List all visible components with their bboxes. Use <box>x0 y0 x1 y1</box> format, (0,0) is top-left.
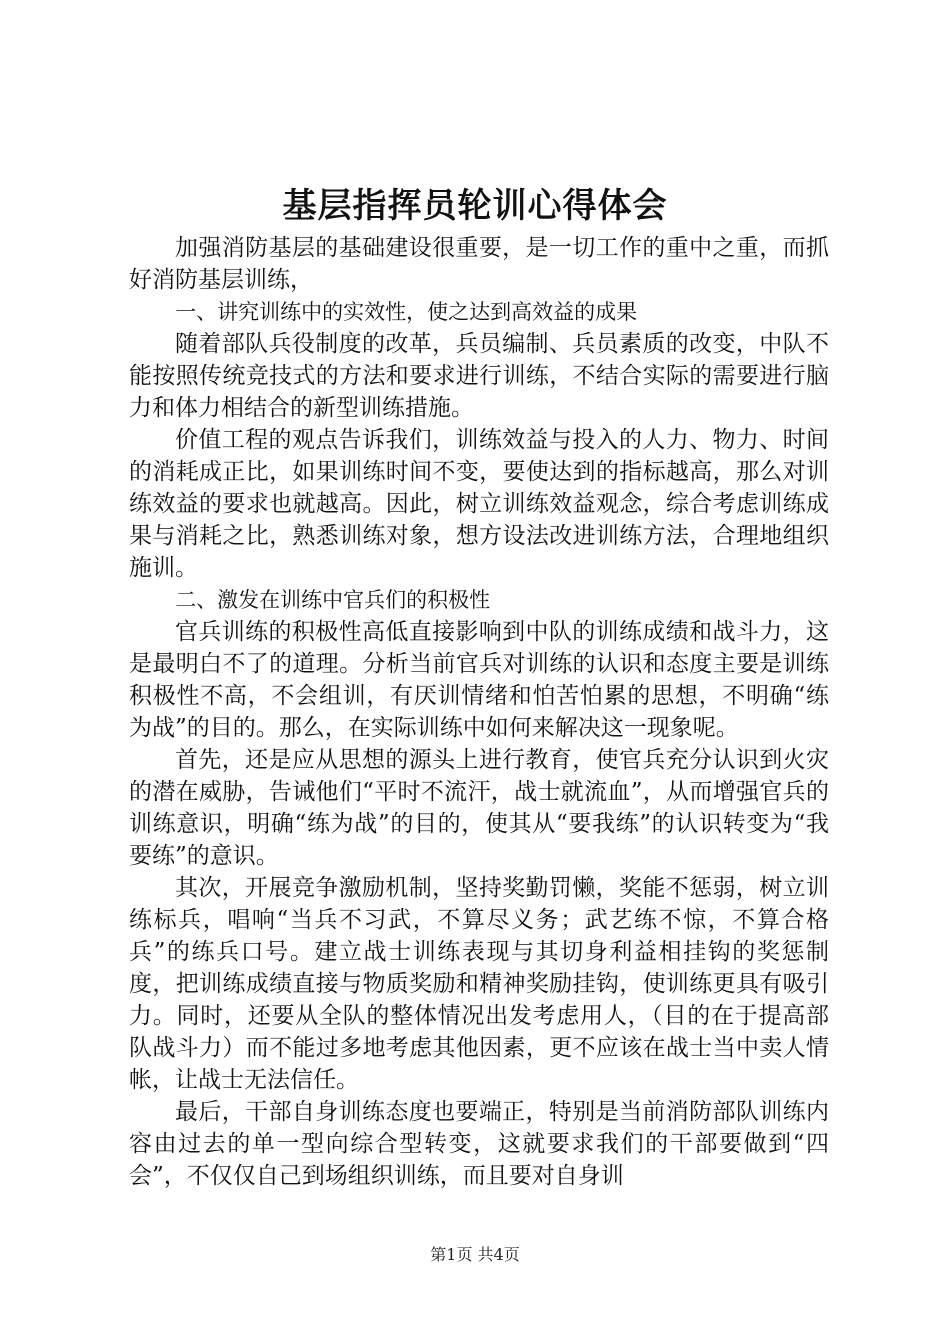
paragraph-intro: 加强消防基层的基础建设很重要，是一切工作的重中之重，而抓好消防基层训练， <box>129 235 829 293</box>
section-heading-1: 一、讲究训练中的实效性，使之达到高效益的成果 <box>175 300 638 324</box>
paragraph: 其次，开展竞争激励机制，坚持奖勤罚懒，奖能不惩弱，树立训练标兵，唱响“当兵不习武，不算尽义务；武艺练不惊，不算合格兵”的练兵口号。建立战士训练表现与其切身利益相挂钩的奖惩制度，把训练成绩直接与物质奖励和精神奖励挂钩，使训练更具有吸引力。同时，还要从全队的整体情况出发考虑用人，（目的在于提高部队战斗力）而不能过多地考虑其他因素，更不应该在战士当中卖人情帐，让战士无法信任。 <box>129 875 829 1093</box>
paragraph: 随着部队兵役制度的改革，兵员编制、兵员素质的改变，中队不能按照传统竞技式的方法和要求进行训练，不结合实际的需要进行脑力和体力相结合的新型训练措施。 <box>129 331 829 421</box>
page-footer: 第1页 共4页 <box>430 1245 520 1264</box>
document-body <box>129 232 829 1192</box>
paragraph: 官兵训练的积极性高低直接影响到中队的训练成绩和战斗力，这是最明白不了的道理。分析当前官兵对训练的认识和态度主要是训练积极性不高，不会组训，有厌训情绪和怕苦怕累的思想，不明确“练为战”的目的。那么，在实际训练中如何来解决这一现象呢。 <box>129 619 829 741</box>
paragraph: 最后，干部自身训练态度也要端正，特别是当前消防部队训练内容由过去的单一型向综合型转变，这就要求我们的干部要做到“四会”，不仅仅自己到场组织训练，而且要对自身训 <box>129 1099 829 1189</box>
paragraph: 首先，还是应从思想的源头上进行教育，使官兵充分认识到火灾的潜在威胁，告诫他们“平时不流汗，战士就流血”，从而增强官兵的训练意识，明确“练为战”的目的，使其从“要我练”的认识转变为“我要练”的意识。 <box>129 747 829 869</box>
section-heading-2: 二、激发在训练中官兵们的积极性 <box>175 588 491 612</box>
document-title: 基层指挥员轮训心得体会 <box>282 186 668 226</box>
paragraph: 价值工程的观点告诉我们，训练效益与投入的人力、物力、时间的消耗成正比，如果训练时间不变，要使达到的指标越高，那么对训练效益的要求也就越高。因此，树立训练效益观念，综合考虑训练成果与消耗之比，熟悉训练对象，想方设法改进训练方法，合理地组织施训。 <box>129 427 829 581</box>
